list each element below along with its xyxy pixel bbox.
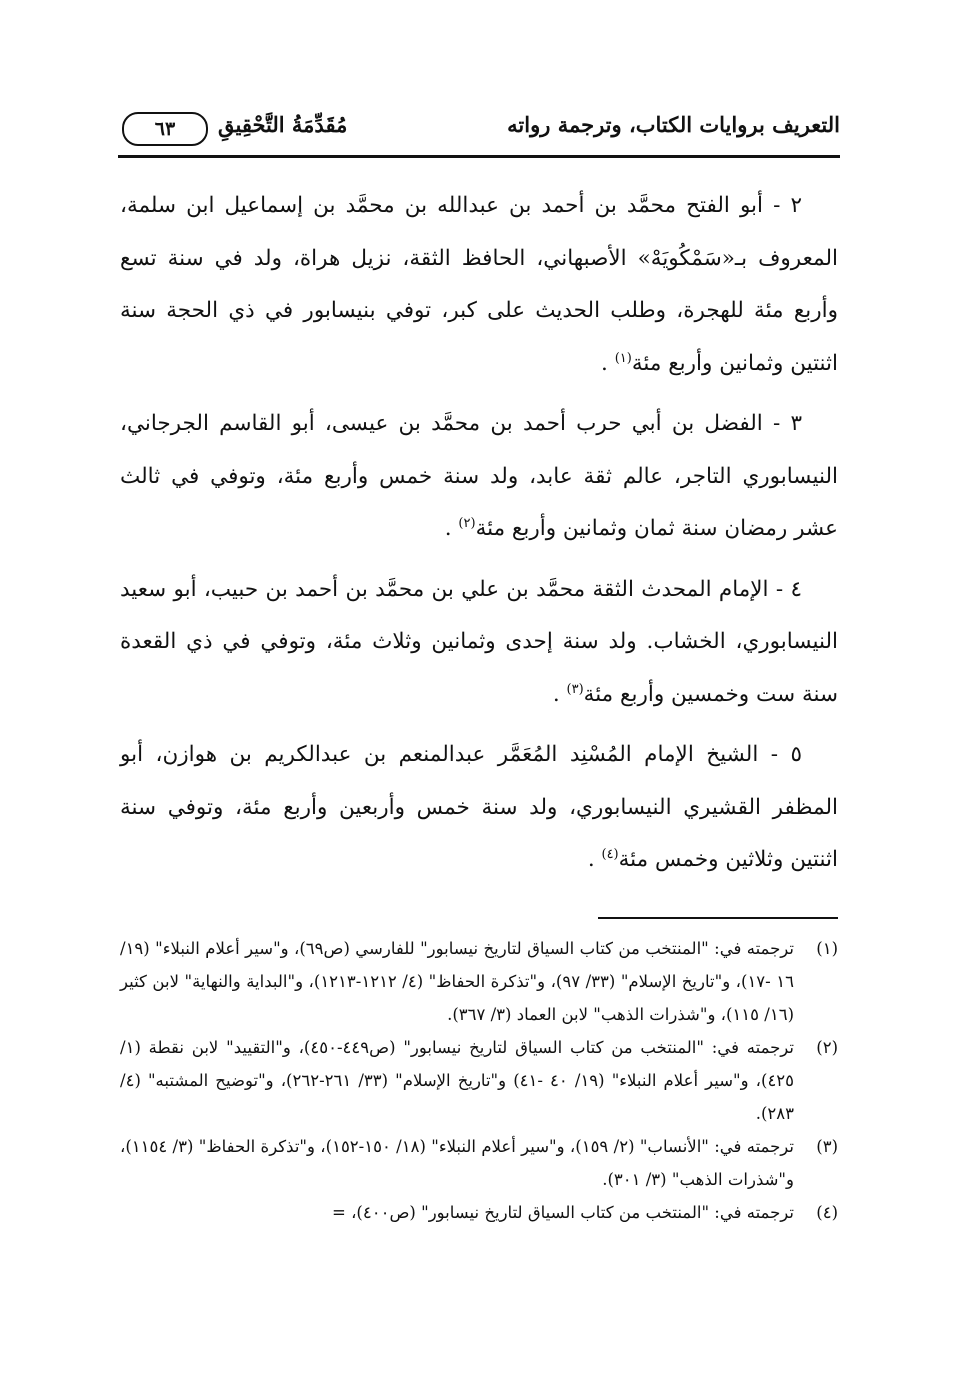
footnote-ref-2[interactable]: (٢) [458,515,476,531]
page-header [118,100,840,150]
footnote-number: (٢) [816,1038,838,1057]
footnote-number: (٣) [816,1137,838,1156]
page-number-badge: ٦٣ [122,112,208,146]
running-title: التعريف بروايات الكتاب، وترجمة رواته [507,112,840,137]
entry-end: . [552,681,567,707]
narrator-entry-3 [120,398,838,556]
section-title: مُقَدِّمَةُ التَّحْقِيقِ [218,112,348,137]
footnote-4 [120,1196,838,1229]
footnote-number: (٤) [816,1203,838,1222]
footnote-text: ترجمته في: "المنتخب من كتاب السياق لتاريخ نيسابور" للفارسي (ص٦٩)، و"سير أعلام النبلاء" (١٩/ ١٦ -١٧)، و"تاريخ الإسلام" (٣٣/ ٩٧)، و"تذكرة الحفاظ" (٤/ ١٢١٢-١٢١٣)، و"البداية والنهاية" لابن كثير (١٦/ ١١٥)، و"شذرات الذهب" لابن العماد (٣/ ٣٦٧). [120,939,794,1024]
entry-text: ٣ - الفضل بن أبي حرب أحمد بن محمَّد بن عيسى، أبو القاسم الجرجاني، النيسابوري التاجر، عالم ثقة عابد، ولد سنة خمس وأربع مئة، وتوفي في ثالث عشر رمضان سنة ثمان وثمانين وأربع مئة [120,411,838,541]
footnote-ref-3[interactable]: (٣) [566,681,584,697]
narrator-entry-5 [120,729,838,887]
entry-end: . [587,847,602,872]
footnotes [120,932,838,1229]
footnote-ref-4[interactable]: (٤) [601,846,619,862]
narrator-entry-4 [120,564,838,722]
narrator-entry-2 [120,180,838,390]
footnote-3 [120,1130,838,1196]
footnote-number: (١) [816,939,838,958]
footnote-2 [120,1031,838,1130]
footnote-text: ترجمته في: "الأنساب" (٢/ ١٥٩)، و"سير أعلام النبلاء" (١٨/ ١٥٠-١٥٢)، و"تذكرة الحفاظ" (٣/ ١١٥٤)، و"شذرات الذهب" (٣/ ٣٠١). [120,1137,794,1189]
entry-end: . [601,350,615,376]
footnote-ref-1[interactable]: (١) [614,350,632,366]
footnote-divider [598,917,838,919]
footnote-text: ترجمته في: "المنتخب من كتاب السياق لتاريخ نيسابور" (ص٤٠٠)، = [332,1203,794,1222]
entry-text: ٤ - الإمام المحدث الثقة محمَّد بن علي بن محمَّد بن أحمد بن حبيب، أبو سعيد النيسابوري، الخشاب. ولد سنة إحدى وثمانين وثلاث مئة، وتوفي في ذي القعدة سنة ست وخمسين وأربع مئة [120,576,838,707]
entry-text: ٥ - الشيخ الإمام المُسْنِد المُعَمَّر عبدالمنعم بن عبدالكريم بن هوازن، أبو المظفر القشيري النيسابوري، ولد سنة خمس وأربعين وأربع مئة، وتوفي سنة اثنتين وثلاثين وخمس مئة [120,742,838,872]
footnote-text: ترجمته في: "المنتخب من كتاب السياق لتاريخ نيسابور" (ص٤٤٩-٤٥٠)، و"التقييد" لابن نقطة (١/ ٤٢٥)، و"سير أعلام النبلاء" (١٩/ ٤٠ -٤١) و"تاريخ الإسلام" (٣٣/ ٢٦١-٢٦٢)، و"توضيح المشتبه" (٤/ ٢٨٣). [120,1038,795,1123]
entry-end: . [444,516,459,541]
footnote-1 [120,932,838,1031]
main-text [120,180,838,895]
header-divider [118,155,840,158]
entry-text: ٢ - أبو الفتح محمَّد بن أحمد بن عبدالله بن محمَّد بن إسماعيل ابن سلمة، المعروف بـ«سَمْكُويَهْ» الأصبهاني، الحافظ الثقة، نزيل هراة، ولد في سنة تسع وأربع مئة للهجرة، وطلب الحديث على كبر، توفي بنيسابور في ذي الحجة سنة اثنتين وثمانين وأربع مئة [120,193,838,376]
